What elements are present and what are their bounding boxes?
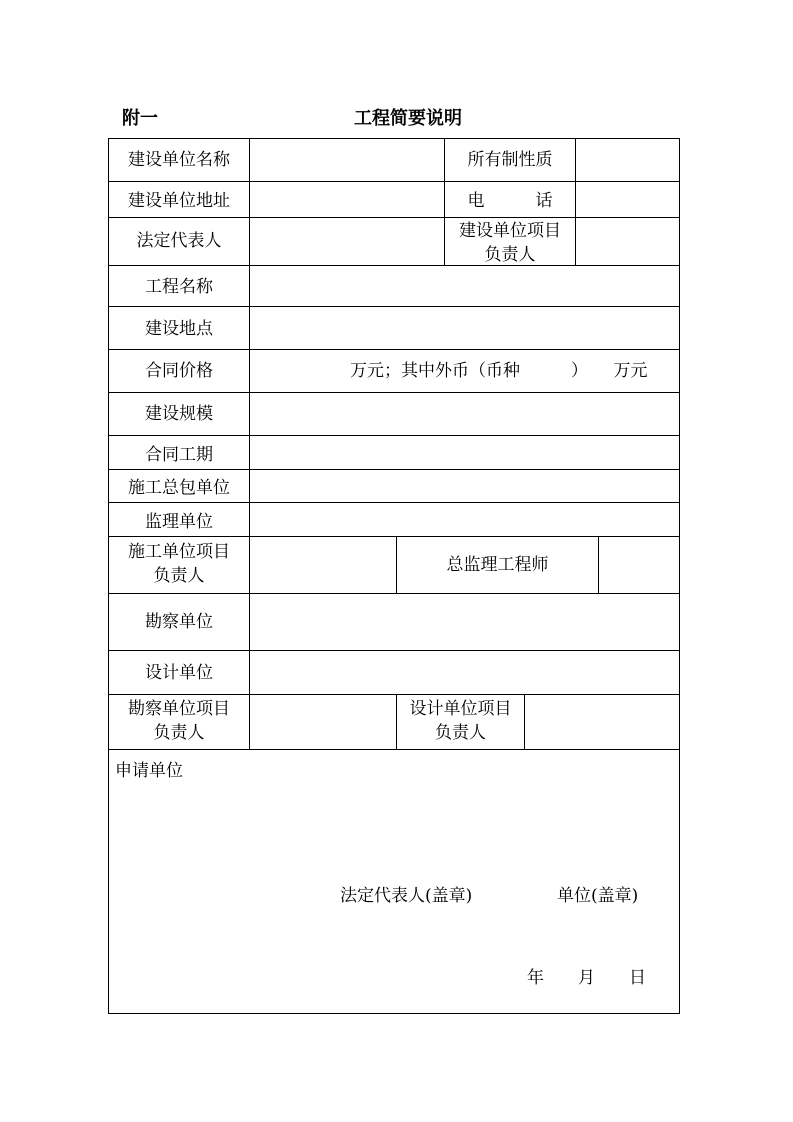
row-divider xyxy=(109,435,679,436)
row-divider xyxy=(109,650,679,651)
design-pm-label-line2: 负责人 xyxy=(435,723,486,743)
contractor-pm-label-line2: 负责人 xyxy=(153,566,205,586)
applicant-label: 申请单位 xyxy=(115,761,183,781)
column-divider xyxy=(575,139,576,265)
row-divider xyxy=(109,181,679,182)
owner-address-label: 建设单位地址 xyxy=(128,191,230,211)
unit-seal-label: 单位(盖章) xyxy=(557,886,639,906)
row-divider xyxy=(109,469,679,470)
date-line: 年 月 日 xyxy=(527,968,646,988)
contractor-pm-label xyxy=(109,540,249,588)
row-divider xyxy=(109,536,679,537)
duration-label: 合同工期 xyxy=(145,445,213,465)
column-divider xyxy=(598,536,599,593)
contract-price-value: 万元；其中外币（币种 ） 万元 xyxy=(350,361,648,381)
row-divider xyxy=(109,694,679,695)
phone-label: 电 话 xyxy=(467,191,553,211)
project-name-label: 工程名称 xyxy=(145,277,213,297)
row-divider xyxy=(109,265,679,266)
project-summary-form xyxy=(108,138,680,1014)
row-divider xyxy=(109,217,679,218)
supervisor-label: 监理单位 xyxy=(145,512,213,532)
scale-label: 建设规模 xyxy=(145,404,213,424)
attachment-label: 附一 xyxy=(122,108,158,129)
chief-supervisor-label: 总监理工程师 xyxy=(446,555,549,575)
survey-pm-label xyxy=(109,697,249,745)
row-divider xyxy=(109,392,679,393)
survey-pm-label-line2: 负责人 xyxy=(153,723,205,743)
owner-pm-label-line1: 建设单位项目 xyxy=(459,221,561,241)
design-pm-label xyxy=(397,697,524,745)
survey-unit-label: 勘察单位 xyxy=(145,612,213,632)
owner-pm-label-line2: 负责人 xyxy=(484,245,536,265)
contractor-pm-label-line1: 施工单位项目 xyxy=(128,542,230,562)
legal-rep-seal-label: 法定代表人(盖章) xyxy=(340,886,473,906)
owner-pm-label xyxy=(445,219,575,267)
page-title: 工程简要说明 xyxy=(354,108,462,129)
column-divider xyxy=(524,694,525,749)
design-unit-label: 设计单位 xyxy=(145,663,213,683)
location-label: 建设地点 xyxy=(145,319,213,339)
general-contractor-label: 施工总包单位 xyxy=(128,478,230,498)
row-divider xyxy=(109,749,679,750)
row-divider xyxy=(109,306,679,307)
row-divider xyxy=(109,349,679,350)
survey-pm-label-line1: 勘察单位项目 xyxy=(128,699,230,719)
row-divider xyxy=(109,593,679,594)
row-divider xyxy=(109,502,679,503)
owner-name-label: 建设单位名称 xyxy=(128,150,230,170)
legal-rep-label: 法定代表人 xyxy=(136,231,222,251)
design-pm-label-line1: 设计单位项目 xyxy=(409,699,512,719)
ownership-nature-label: 所有制性质 xyxy=(467,150,553,170)
contract-price-label: 合同价格 xyxy=(145,361,213,381)
column-divider xyxy=(249,139,250,749)
